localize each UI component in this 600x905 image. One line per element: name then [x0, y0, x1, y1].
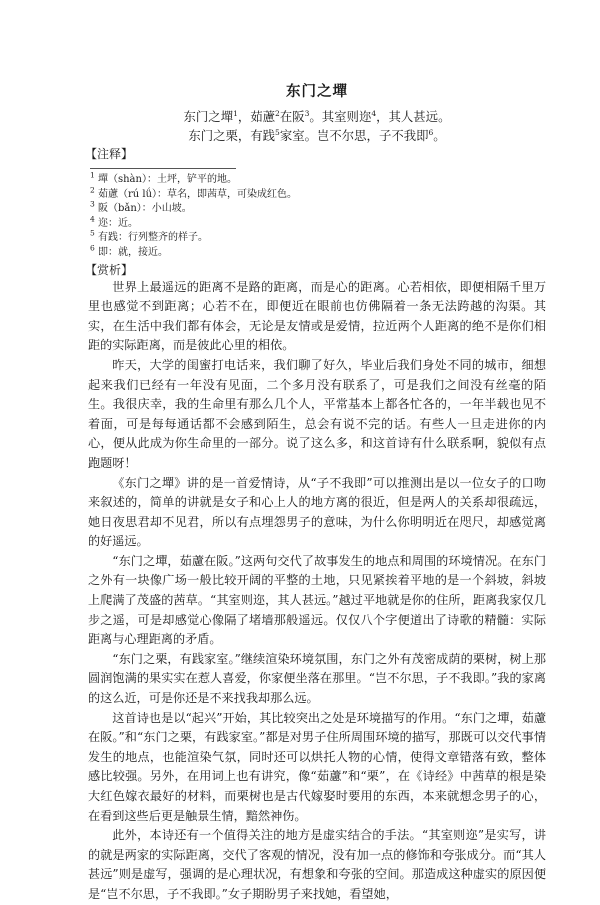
poem-text: 。 [433, 128, 446, 143]
footnote-ref: 4 [371, 108, 377, 118]
footnote-divider [90, 168, 236, 169]
footnote-item [90, 243, 546, 261]
body-paragraph: 昨天，大学的闺蜜打电话来，我们聊了好久，毕业后我们身处不同的城市，细想起来我们已经有一年没有见面，二个多月没有联系了，可是我们之间没有丝毫的陌生。我很庆幸，我的生命里有那么几个人，平常基本上都各忙各的，一年半载也见不着面，可是每每通话都不会感到陌生，总会有说不完的话。有些人一旦走进你的内心，便从此成为你生命里的一部分。说了这么多，和这首诗有什么联系啊，貌似有点跑题呀！ [88, 357, 546, 470]
footnote-item [90, 170, 546, 188]
footnote-item [90, 199, 546, 217]
footnote-number: 5 [90, 229, 95, 239]
footnote-ref: 2 [275, 108, 280, 118]
poem-line [88, 126, 546, 145]
footnote-ref: 6 [428, 127, 434, 137]
poem-body [88, 107, 546, 145]
footnote-text: 墠（shàn）：土坪，铲平的地。 [97, 174, 237, 185]
footnote-text: 有践：行列整齐的样子。 [97, 232, 208, 244]
footnote-text: 阪（bǎn）：小山坡。 [97, 203, 192, 215]
footnote-item [90, 231, 546, 246]
appreciation-heading: 【赏析】 [85, 262, 134, 277]
footnote-text: 迩：近。 [97, 217, 138, 229]
footnote-number: 4 [90, 214, 95, 224]
annotation-heading: 【注释】 [85, 147, 134, 161]
footnote-ref: 1 [233, 108, 238, 118]
body-paragraph: “东门之栗，有践家室。”继续渲染环境氛围，东门之外有茂密成荫的栗树，树上那圆润饱满的果实实在惹人喜爱，你家便坐落在那里。“岂不尔思，子不我即。”我的家离的这么近，可是你还是不来找我却那么远。 [88, 651, 546, 706]
footnote-number: 6 [90, 243, 95, 253]
footnote-number: 3 [90, 199, 95, 209]
poem-text: 东门之墠 [183, 109, 234, 124]
poem-text: 家室。岂不尔思，子不我即 [279, 128, 429, 143]
poem-text: 在阪 [279, 109, 305, 124]
footnote-item [90, 185, 546, 203]
poem-text: 。其室则迩 [309, 109, 372, 124]
footnote-text: 即：就，接近。 [97, 246, 168, 258]
poem-text: ，其人甚远。 [376, 109, 451, 124]
body-paragraph: 此外，本诗还有一个值得关注的地方是虚实结合的手法。“其室则迩”是实写，讲的就是两家的实际距离，交代了客观的情况，没有加一点的修饰和夸张成分。而“其人甚远”则是虚写，强调的是心理状况，有想象和夸张的空间。那造成这种虚实的原因便是“岂不尔思，子不我即。”女子期盼男子来找她，看望她， [88, 828, 546, 901]
body-paragraph: 《东门之墠》讲的是一首爱情诗，从“子不我即”可以推测出是以一位女子的口吻来叙述的，简单的讲就是女子和心上人的地方离的很近，但是两人的关系却很疏远，她日夜思君却不见君，所以有点埋怨男子的意味，为什么你明明近在咫尺，却感觉离的好遥远。 [88, 475, 546, 549]
poem-line [88, 107, 546, 126]
footnote-item [90, 214, 546, 232]
poem-text: ，茹藘 [237, 109, 276, 124]
footnote-number: 2 [90, 185, 95, 195]
body-paragraph: 这首诗也是以“起兴”开始，其比较突出之处是环境描写的作用。“东门之墠，茹藘在阪。”和“东门之栗，有践家室。”都是对男子住所周围环境的描写，那既可以交代事情发生的地点，也能渲染气氛，同时还可以烘托人物的心情，使得文章错落有致，整体感比较强。另外，在用词上也有讲究，像“茹藘”和“栗”，在《诗经》中茜草的根是染大红色嫁衣最好的材料，而栗树也是古代嫁娶时要用的东西，本来就想念男子的心，在看到这些后更是触景生情，黯然神伤。 [88, 710, 546, 823]
footnote-text: 茹藘（rú lǘ）：草名，即茜草，可染成红色。 [97, 188, 298, 200]
document-page [85, 80, 546, 905]
poem-text: 东门之栗，有践 [188, 128, 276, 143]
body-paragraph: 世界上最遥远的距离不是路的距离，而是心的距离。心若相依，即便相隔千里万里也感觉不到距离；心若不在，即便近在眼前也仿佛隔着一条无法跨越的沟渠。其实，在生活中我们都有体会，无论是友情或是爱情，拉近两个人距离的绝不是你们相距的实际距离，而是彼此心里的相依。 [88, 279, 546, 353]
footnote-ref: 5 [275, 127, 280, 137]
footnote-number: 1 [90, 170, 95, 180]
footnote-ref: 3 [304, 108, 310, 118]
footnotes [90, 170, 546, 261]
poem-title: 东门之墠 [286, 83, 348, 100]
body-paragraph: “东门之墠，茹藘在阪。”这两句交代了故事发生的地点和周围的环境情况。在东门之外有一块像广场一般比较开阔的平整的土地，只见紧挨着平地的是一个斜坡，斜坡上爬满了茂盛的茜草。“其室则迩，其人甚远。”越过平地就是你的住所，距离我家仅几步之遥，可是却感觉心像隔了堵墙那般遥远。仅仅八个字便道出了诗歌的精髓：实际距离与心理距离的矛盾。 [88, 553, 546, 647]
